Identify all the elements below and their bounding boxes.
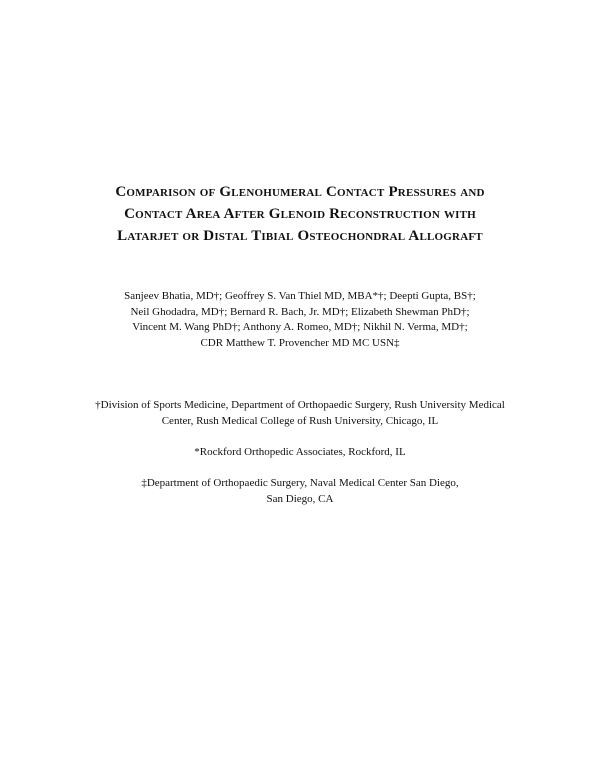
affiliation-line: San Diego, CA [266,492,334,505]
author-line: CDR Matthew T. Provencher MD MC USN‡ [200,336,400,349]
affiliation-rockford [40,445,560,461]
author-line: Sanjeev Bhatia, MD†; Geoffrey S. Van Thiel MD, MBA*†; Deepti Gupta, BS†; [124,290,476,302]
affiliation-line: Center, Rush Medical College of Rush University, Chicago, IL [161,414,439,427]
author-line: Vincent M. Wang PhD†; Anthony A. Romeo, MD†; Nikhil N. Verma, MD†; [132,321,468,333]
affiliation-naval [40,476,560,507]
title-line: Comparison of Glenohumeral Contact Pressures and [115,184,485,200]
author-line: Neil Ghodadra, MD†; Bernard R. Bach, Jr. MD†; Elizabeth Shewman PhD†; [130,305,470,318]
title-line: Contact Area After Glenoid Reconstruction with [124,206,476,222]
author-list [60,289,540,351]
affiliation-line: ‡Department of Orthopaedic Surgery, Naval Medical Center San Diego, [141,477,459,489]
title-line: Latarjet or Distal Tibial Osteochondral Allograft [117,228,483,244]
affiliation-rush [40,398,560,429]
paper-title [60,181,540,247]
affiliation-line: †Division of Sports Medicine, Department of Orthopaedic Surgery, Rush University Medical [95,399,505,411]
affiliation-line: *Rockford Orthopedic Associates, Rockford, IL [194,446,406,458]
